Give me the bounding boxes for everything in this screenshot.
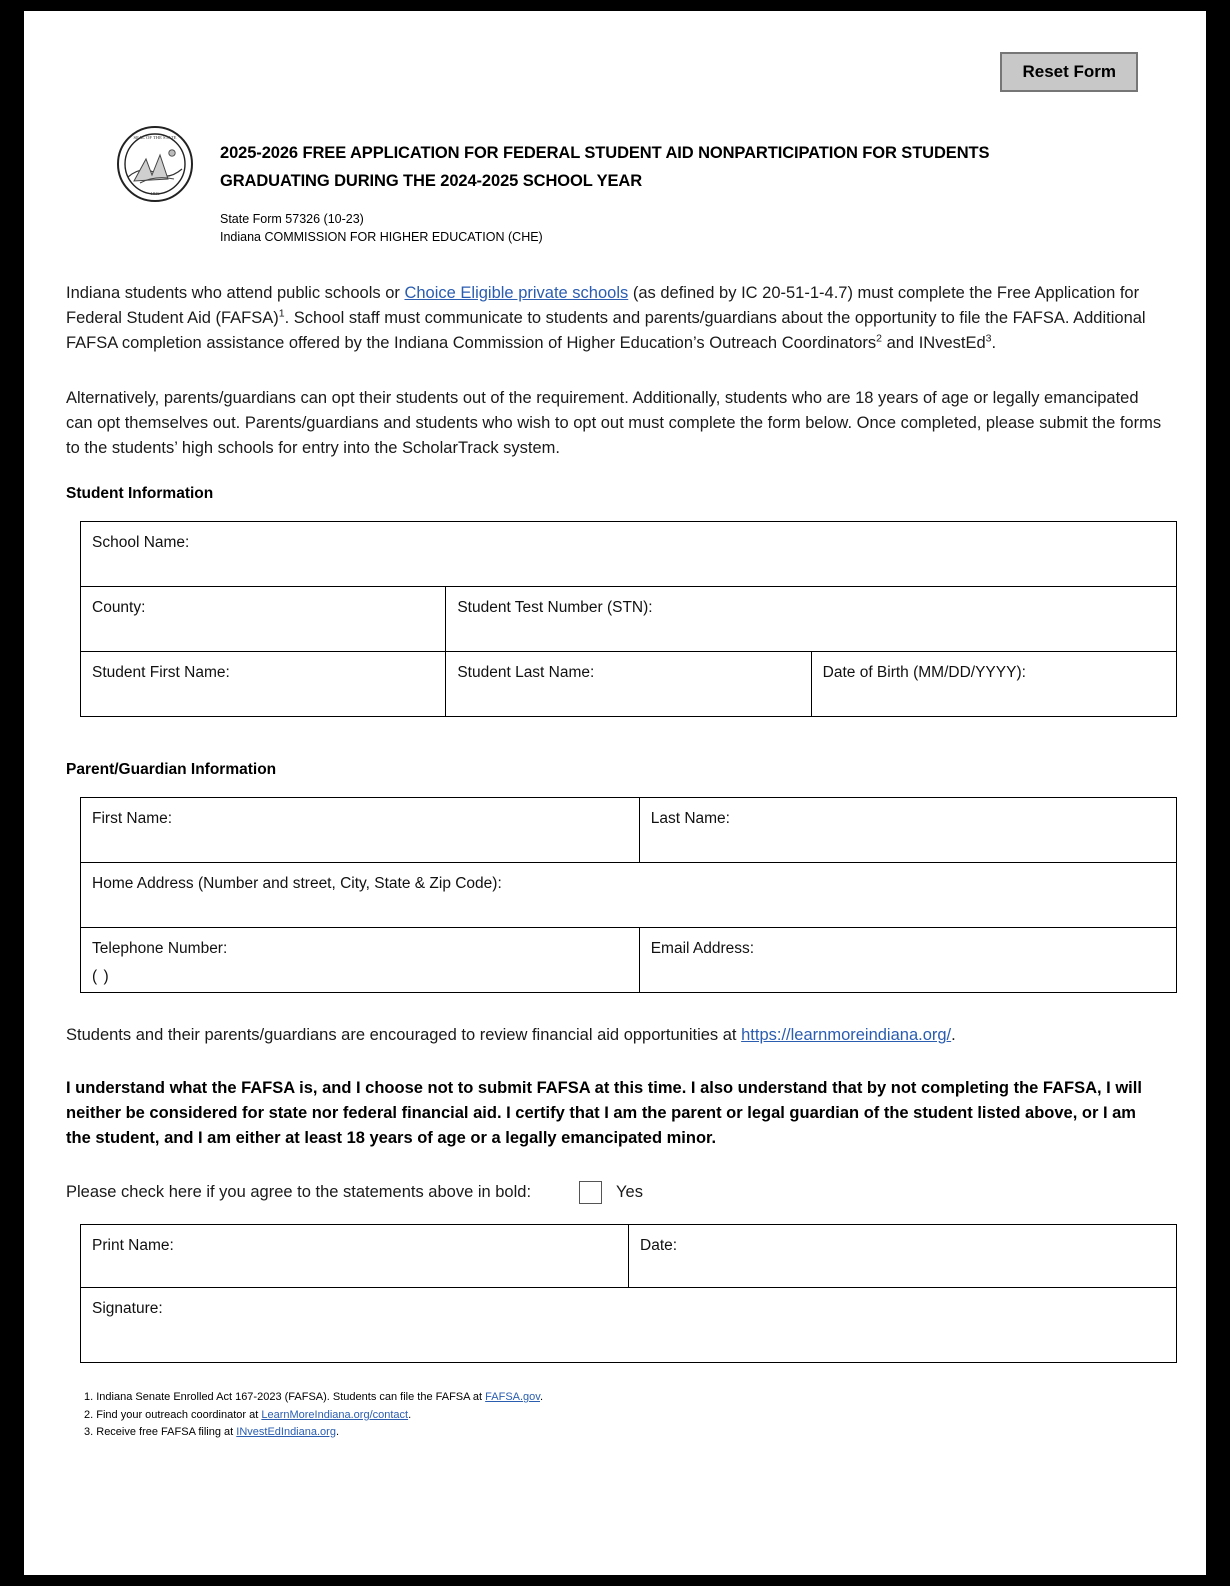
home-address-field[interactable]: Home Address (Number and street, City, State & Zip Code):	[81, 863, 1177, 928]
investedindiana-link[interactable]: INvestEdIndiana.org	[236, 1425, 336, 1438]
stn-field[interactable]: Student Test Number (STN):	[446, 587, 1177, 652]
agreement-checkbox[interactable]	[579, 1181, 602, 1204]
footnote-2-text: Find your outreach coordinator at	[96, 1408, 262, 1421]
date-field[interactable]: Date:	[629, 1225, 1177, 1288]
student-information-heading: Student Information	[66, 485, 214, 503]
table-row	[81, 652, 1177, 717]
footnote-1	[84, 1389, 1164, 1406]
intro-p1-d: and INvestEd	[882, 333, 986, 352]
reset-form-container	[1000, 52, 1138, 92]
intro-p1-c: . School staff must communicate to students and parents/guardians about the opportunity to file the FAFSA. Additional FAFSA completion assistance offered by the Indiana Commission of Higher Education’s Outreach Coordinators	[66, 308, 1146, 352]
agreement-check-prompt: Please check here if you agree to the statements above in bold:	[66, 1183, 532, 1202]
agreement-check-row	[66, 1181, 1164, 1204]
choice-eligible-link[interactable]: Choice Eligible private schools	[404, 283, 629, 302]
parent-guardian-information-heading: Parent/Guardian Information	[66, 761, 277, 779]
table-row	[81, 928, 1177, 993]
footnote-ref-2: 2	[876, 332, 882, 345]
telephone-label: Telephone Number:	[92, 940, 228, 958]
reset-form-button[interactable]: Reset Form	[1000, 52, 1138, 92]
agency-name: Indiana COMMISSION FOR HIGHER EDUCATION (CHE)	[220, 230, 543, 245]
encourage-line	[66, 1023, 1164, 1048]
email-address-field[interactable]: Email Address:	[639, 928, 1176, 993]
encourage-trail: .	[951, 1026, 956, 1045]
footnote-1-num: 1.	[84, 1391, 94, 1404]
svg-text:1816: 1816	[150, 191, 160, 196]
intro-text	[66, 281, 1164, 461]
footnote-3-text: Receive free FAFSA filing at	[96, 1425, 237, 1438]
table-row	[81, 1225, 1177, 1288]
county-field[interactable]: County:	[81, 587, 446, 652]
student-first-name-field[interactable]: Student First Name:	[81, 652, 446, 717]
signature-field[interactable]: Signature:	[81, 1288, 1177, 1363]
table-row	[81, 522, 1177, 587]
telephone-number-field[interactable]	[81, 928, 640, 993]
state-seal-icon	[116, 125, 194, 203]
document-header	[66, 11, 1164, 247]
parent-first-name-field[interactable]: First Name:	[81, 798, 640, 863]
learnmoreindiana-link[interactable]: https://learnmoreindiana.org/	[741, 1026, 952, 1045]
state-form-number: State Form 57326 (10-23)	[220, 211, 364, 226]
footnote-2	[84, 1407, 1164, 1424]
page-title: 2025-2026 FREE APPLICATION FOR FEDERAL STUDENT AID NONPARTICIPATION FOR STUDENTS GRADUATING DURING THE 2024-2025 SCHOOL YEAR	[220, 144, 990, 191]
learnmoreindiana-contact-link[interactable]: LearnMoreIndiana.org/contact	[261, 1408, 409, 1421]
footnote-1-text: Indiana Senate Enrolled Act 167-2023 (FAFSA). Students can file the FAFSA at	[96, 1391, 486, 1404]
document-page	[24, 11, 1206, 1575]
intro-p1-b: (as defined by IC 20-51-1-4.7) must complete the Free Application for Federal Student Aid (FAFSA)	[66, 283, 1140, 327]
student-information-table	[80, 521, 1177, 717]
student-last-name-field[interactable]: Student Last Name:	[446, 652, 811, 717]
table-row	[81, 1288, 1177, 1363]
intro-paragraph-1	[66, 281, 1164, 356]
svg-text:SEAL OF THE STATE: SEAL OF THE STATE	[133, 135, 177, 140]
agreement-statement: I understand what the FAFSA is, and I choose not to submit FAFSA at this time. I also understand that by not completing the FAFSA, I will neither be considered for state nor federal financial aid. I certify that I am the parent or legal guardian of the student listed above, or I am the student, and I am either at least 18 years of age or a legally emancipated minor.	[66, 1078, 1142, 1148]
footnote-2-num: 2.	[84, 1408, 94, 1421]
fafsa-gov-link[interactable]: FAFSA.gov	[485, 1391, 540, 1404]
footnote-3-trail: .	[335, 1425, 339, 1438]
intro-p1-e: .	[991, 333, 997, 352]
table-row	[81, 587, 1177, 652]
table-row	[81, 798, 1177, 863]
footnotes	[84, 1389, 1164, 1441]
parent-last-name-field[interactable]: Last Name:	[639, 798, 1176, 863]
footnote-3-num: 3.	[84, 1425, 94, 1438]
footnote-ref-1: 1	[278, 307, 285, 320]
parent-information-table	[80, 797, 1177, 993]
telephone-mask: ( )	[92, 968, 110, 986]
signature-table	[80, 1224, 1177, 1363]
date-of-birth-field[interactable]: Date of Birth (MM/DD/YYYY):	[811, 652, 1176, 717]
footnote-ref-3: 3	[985, 332, 992, 345]
table-row	[81, 863, 1177, 928]
footnote-2-trail: .	[408, 1408, 412, 1421]
footnote-3	[84, 1424, 1164, 1441]
encourage-text: Students and their parents/guardians are encouraged to review financial aid opportunities at	[66, 1026, 742, 1045]
print-name-field[interactable]: Print Name:	[81, 1225, 629, 1288]
school-name-field[interactable]: School Name:	[81, 522, 1177, 587]
intro-p1-a: Indiana students who attend public schools or	[66, 283, 405, 302]
intro-paragraph-2: Alternatively, parents/guardians can opt their students out of the requirement. Additionally, students who are 18 years of age or legally emancipated can opt themselves out. Parents/guardians and students who wish to opt out must complete the form below. Once completed, please submit the forms to the students’ high schools for entry into the ScholarTrack system.	[66, 388, 1162, 458]
footnote-1-trail: .	[539, 1391, 544, 1404]
agreement-check-label: Yes	[616, 1183, 643, 1202]
